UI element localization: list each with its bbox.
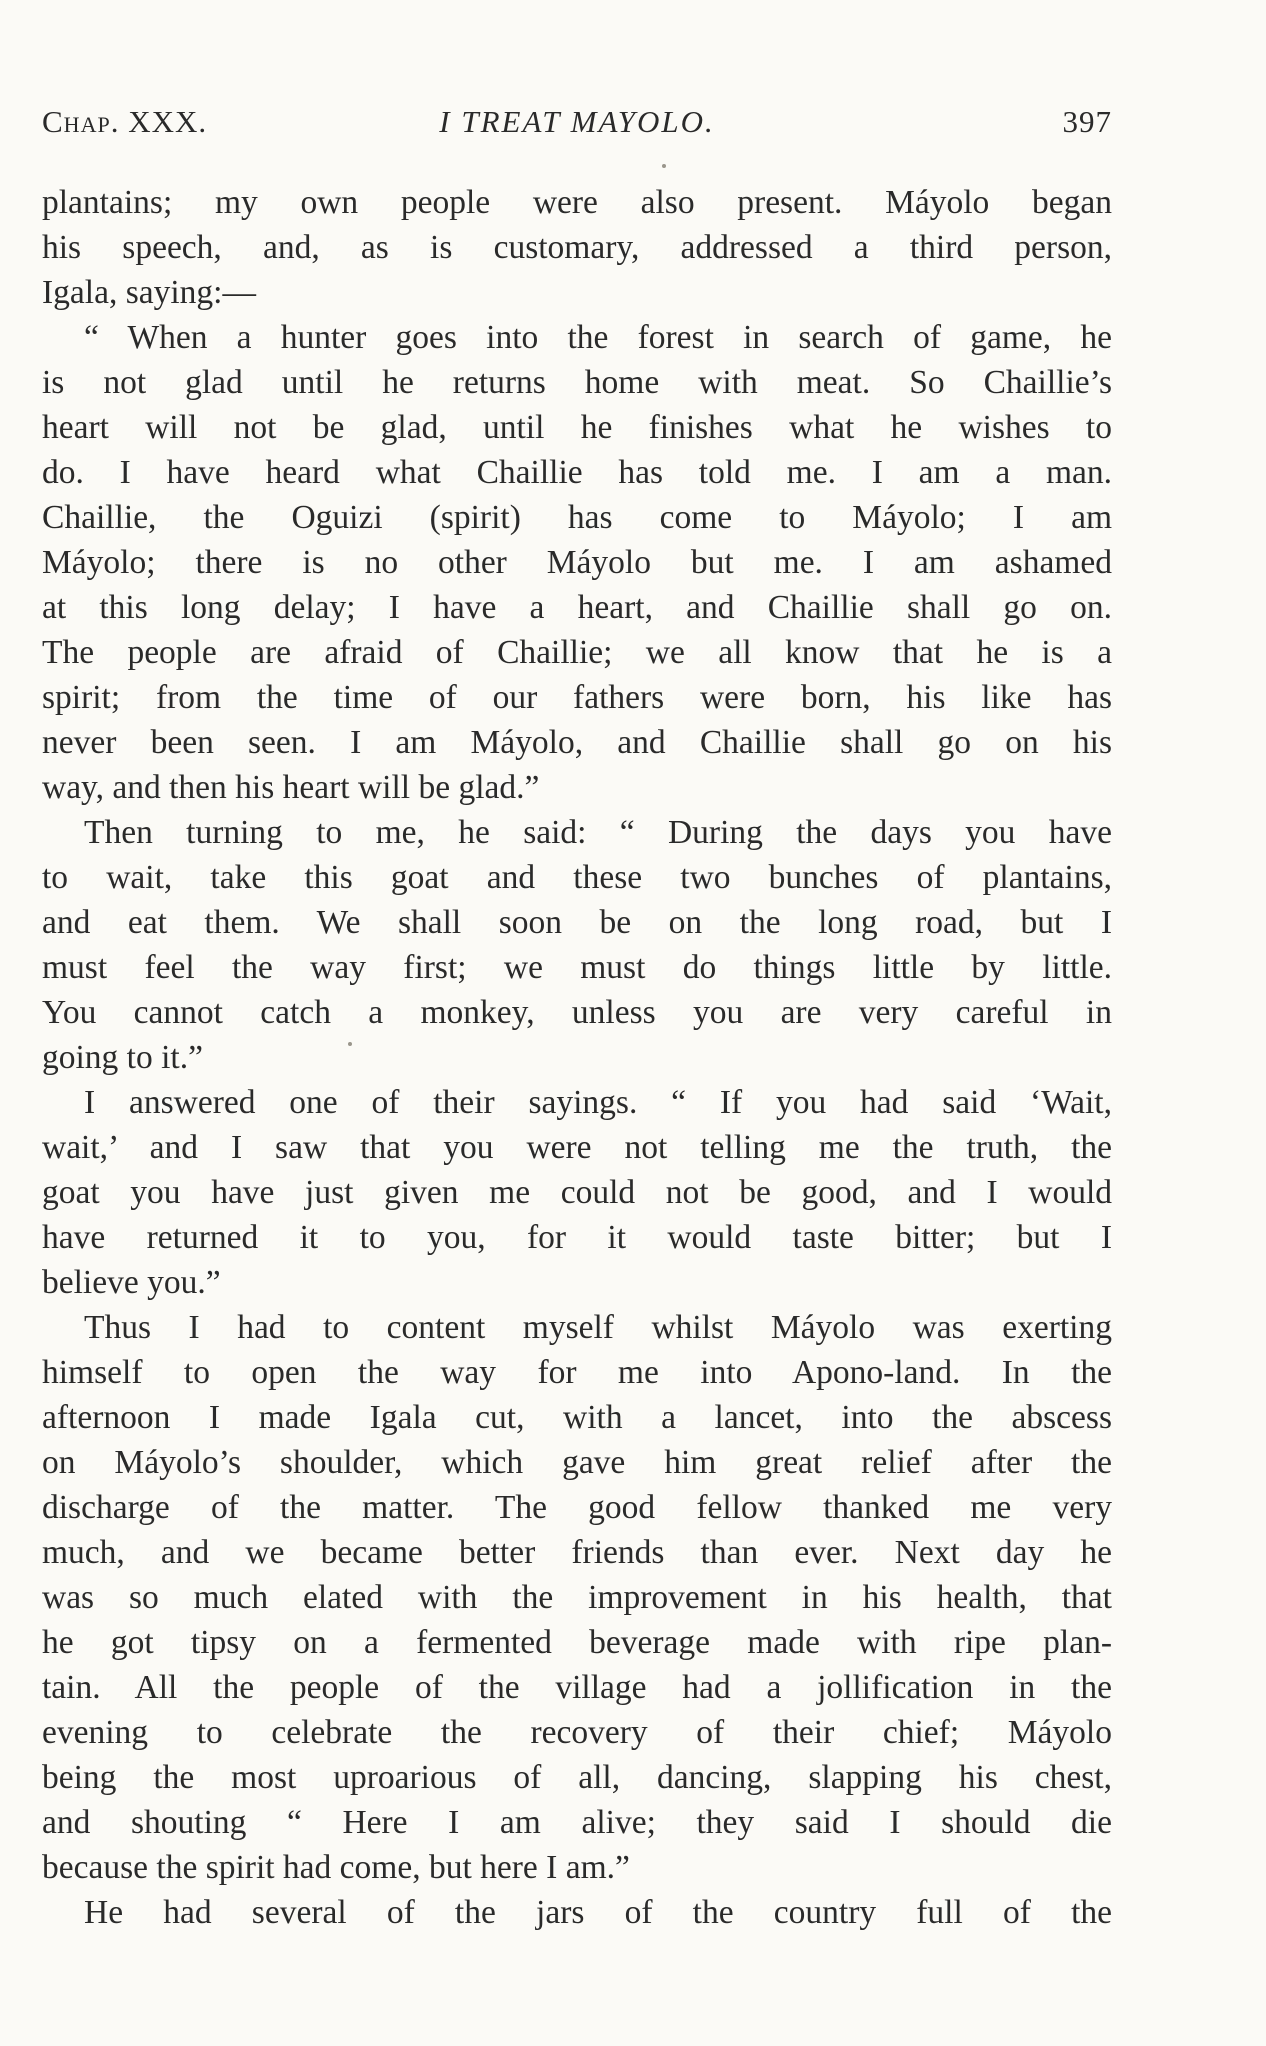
text-line: Máyolo; there is no other Máyolo but me. I am ashamed [42, 544, 1112, 581]
text-line: The people are afraid of Chaillie; we all know that he is a [42, 634, 1112, 671]
text-line: goat you have just given me could not be good, and I would [42, 1174, 1112, 1211]
text-line: he got tipsy on a fermented beverage made with ripe plan- [42, 1624, 1112, 1661]
text-line: He had several of the jars of the country full of the [84, 1894, 1112, 1931]
page-speck [662, 164, 666, 168]
text-line: spirit; from the time of our fathers were born, his like has [42, 679, 1112, 716]
text-line: at this long delay; I have a heart, and Chaillie shall go on. [42, 589, 1112, 626]
text-line: “ When a hunter goes into the forest in search of game, he [84, 319, 1112, 356]
page-number: 397 [1062, 104, 1112, 139]
text-line: because the spirit had come, but here I am.” [42, 1849, 630, 1886]
text-line: to wait, take this goat and these two bunches of plantains, [42, 859, 1112, 896]
text-line: wait,’ and I saw that you were not telling me the truth, the [42, 1129, 1112, 1166]
text-line: himself to open the way for me into Apono-land. In the [42, 1354, 1112, 1391]
running-header [42, 104, 1112, 148]
text-line: Then turning to me, he said: “ During the days you have [84, 814, 1112, 851]
text-line: tain. All the people of the village had a jollification in the [42, 1669, 1112, 1706]
text-line: and shouting “ Here I am alive; they said I should die [42, 1804, 1112, 1841]
text-line: believe you.” [42, 1264, 221, 1301]
text-line: way, and then his heart will be glad.” [42, 769, 540, 806]
text-line: afternoon I made Igala cut, with a lancet, into the abscess [42, 1399, 1112, 1436]
text-line: and eat them. We shall soon be on the long road, but I [42, 904, 1112, 941]
text-line: heart will not be glad, until he finishes what he wishes to [42, 409, 1112, 446]
text-line: was so much elated with the improvement in his health, that [42, 1579, 1112, 1616]
text-line: I answered one of their sayings. “ If you had said ‘Wait, [84, 1084, 1112, 1121]
running-title: I TREAT MAYOLO. [439, 104, 715, 139]
text-line: Chaillie, the Oguizi (spirit) has come to Máyolo; I am [42, 499, 1112, 536]
text-line: plantains; my own people were also present. Máyolo began [42, 184, 1112, 221]
text-line: evening to celebrate the recovery of their chief; Máyolo [42, 1714, 1112, 1751]
chapter-label: Chap. XXX. [42, 104, 208, 139]
text-line: discharge of the matter. The good fellow thanked me very [42, 1489, 1112, 1526]
text-line: You cannot catch a monkey, unless you are very careful in [42, 994, 1112, 1031]
text-line: on Máyolo’s shoulder, which gave him great relief after the [42, 1444, 1112, 1481]
text-line: Thus I had to content myself whilst Máyolo was exerting [84, 1309, 1112, 1346]
text-line: must feel the way first; we must do things little by little. [42, 949, 1112, 986]
text-line: never been seen. I am Máyolo, and Chaillie shall go on his [42, 724, 1112, 761]
text-line: do. I have heard what Chaillie has told me. I am a man. [42, 454, 1112, 491]
text-line: is not glad until he returns home with meat. So Chaillie’s [42, 364, 1112, 401]
text-line: much, and we became better friends than ever. Next day he [42, 1534, 1112, 1571]
text-line: Igala, saying:— [42, 274, 256, 311]
text-line: his speech, and, as is customary, addressed a third person, [42, 229, 1112, 266]
text-line: being the most uproarious of all, dancing, slapping his chest, [42, 1759, 1112, 1796]
body-text [42, 180, 1112, 1935]
text-line: have returned it to you, for it would taste bitter; but I [42, 1219, 1112, 1256]
text-line: going to it.” [42, 1039, 203, 1076]
